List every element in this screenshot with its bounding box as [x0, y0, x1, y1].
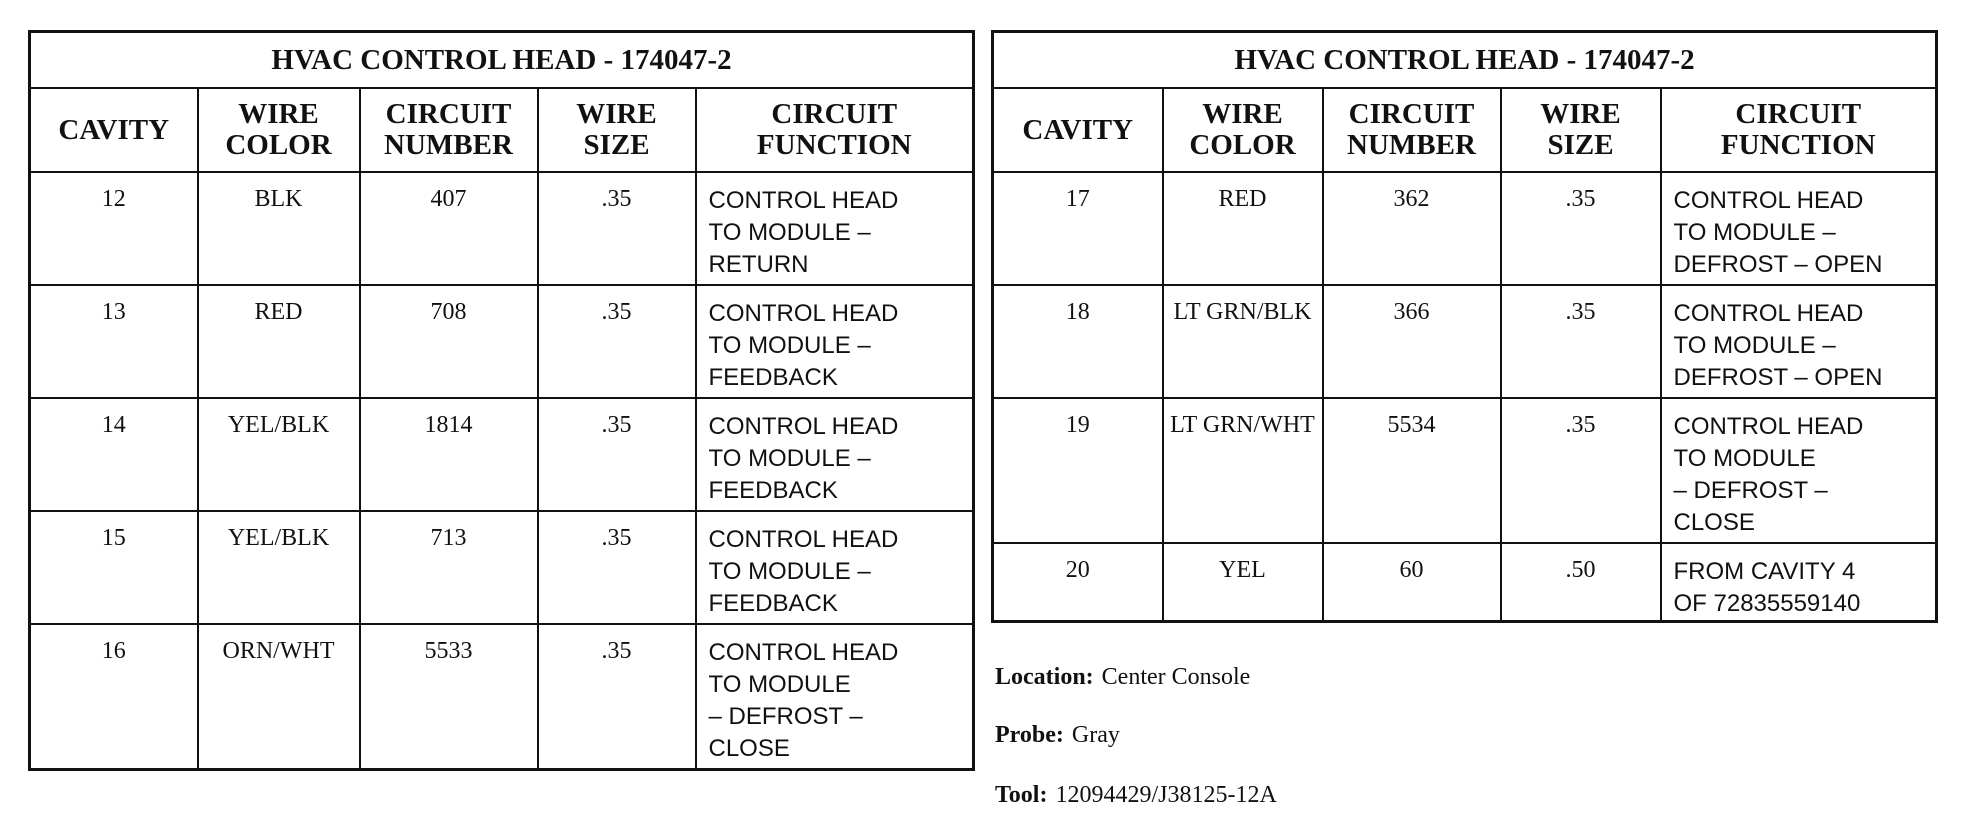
cell-circuit-number: 362 [1323, 172, 1501, 285]
cell-wire-color: RED [198, 285, 360, 398]
cell-cavity: 14 [30, 398, 198, 511]
cell-circuit-number: 407 [360, 172, 538, 285]
table-title: HVAC CONTROL HEAD - 174047-2 [993, 32, 1937, 89]
header-wire-color: WIRE COLOR [198, 88, 360, 172]
cell-circuit-function: CONTROL HEAD TO MODULE – FEEDBACK [696, 398, 974, 511]
cell-circuit-function: CONTROL HEAD TO MODULE – DEFROST – OPEN [1661, 172, 1937, 285]
cell-wire-size: .35 [538, 398, 696, 511]
location-note [995, 664, 1250, 691]
header-circuit-number: CIRCUIT NUMBER [360, 88, 538, 172]
cell-circuit-function: CONTROL HEAD TO MODULE – DEFROST – CLOSE [1661, 398, 1937, 543]
cell-circuit-number: 366 [1323, 285, 1501, 398]
table-row [30, 285, 974, 398]
cell-wire-color: BLK [198, 172, 360, 285]
cell-wire-color: LT GRN/WHT [1163, 398, 1323, 543]
cell-cavity: 15 [30, 511, 198, 624]
cell-cavity: 20 [993, 543, 1163, 622]
table-title: HVAC CONTROL HEAD - 174047-2 [30, 32, 974, 89]
cell-wire-size: .35 [1501, 172, 1661, 285]
cell-circuit-function: CONTROL HEAD TO MODULE – DEFROST – OPEN [1661, 285, 1937, 398]
header-cavity: CAVITY [30, 88, 198, 172]
table-row [993, 543, 1937, 622]
table-row [993, 172, 1937, 285]
cell-cavity: 13 [30, 285, 198, 398]
table-row [30, 511, 974, 624]
cell-circuit-function: CONTROL HEAD TO MODULE – FEEDBACK [696, 285, 974, 398]
connector-table-left [28, 30, 975, 771]
cell-cavity: 19 [993, 398, 1163, 543]
cell-circuit-number: 713 [360, 511, 538, 624]
table-row [993, 398, 1937, 543]
cell-circuit-number: 708 [360, 285, 538, 398]
cell-wire-color: ORN/WHT [198, 624, 360, 770]
header-wire-color: WIRE COLOR [1163, 88, 1323, 172]
header-circuit-function: CIRCUIT FUNCTION [696, 88, 974, 172]
table-row [993, 285, 1937, 398]
cell-wire-size: .35 [538, 511, 696, 624]
cell-wire-color: LT GRN/BLK [1163, 285, 1323, 398]
header-circuit-number: CIRCUIT NUMBER [1323, 88, 1501, 172]
location-value: Center Console [1101, 664, 1251, 690]
cell-circuit-function: CONTROL HEAD TO MODULE – FEEDBACK [696, 511, 974, 624]
probe-note [995, 722, 1120, 749]
location-label: Location: [995, 664, 1094, 690]
tool-label: Tool: [995, 782, 1048, 808]
cell-wire-size: .35 [538, 285, 696, 398]
header-wire-size: WIRE SIZE [1501, 88, 1661, 172]
header-circuit-function: CIRCUIT FUNCTION [1661, 88, 1937, 172]
cell-wire-size: .35 [538, 172, 696, 285]
cell-circuit-function: FROM CAVITY 4 OF 72835559140 [1661, 543, 1937, 622]
cell-cavity: 18 [993, 285, 1163, 398]
cell-wire-size: .35 [538, 624, 696, 770]
cell-wire-color: YEL/BLK [198, 511, 360, 624]
cell-wire-size: .50 [1501, 543, 1661, 622]
cell-circuit-function: CONTROL HEAD TO MODULE – RETURN [696, 172, 974, 285]
cell-circuit-number: 5533 [360, 624, 538, 770]
cell-circuit-function: CONTROL HEAD TO MODULE – DEFROST – CLOSE [696, 624, 974, 770]
table-row [30, 398, 974, 511]
header-wire-size: WIRE SIZE [538, 88, 696, 172]
connector-table-right [991, 30, 1938, 623]
probe-value: Gray [1071, 722, 1120, 748]
probe-label: Probe: [995, 722, 1064, 748]
tool-value: 12094429/J38125-12A [1055, 782, 1277, 808]
cell-wire-size: .35 [1501, 285, 1661, 398]
cell-cavity: 12 [30, 172, 198, 285]
cell-wire-size: .35 [1501, 398, 1661, 543]
cell-cavity: 17 [993, 172, 1163, 285]
cell-cavity: 16 [30, 624, 198, 770]
cell-wire-color: YEL/BLK [198, 398, 360, 511]
cell-wire-color: RED [1163, 172, 1323, 285]
table-row [30, 624, 974, 770]
tool-note [995, 782, 1277, 809]
cell-wire-color: YEL [1163, 543, 1323, 622]
cell-circuit-number: 60 [1323, 543, 1501, 622]
header-cavity: CAVITY [993, 88, 1163, 172]
cell-circuit-number: 1814 [360, 398, 538, 511]
cell-circuit-number: 5534 [1323, 398, 1501, 543]
table-row [30, 172, 974, 285]
